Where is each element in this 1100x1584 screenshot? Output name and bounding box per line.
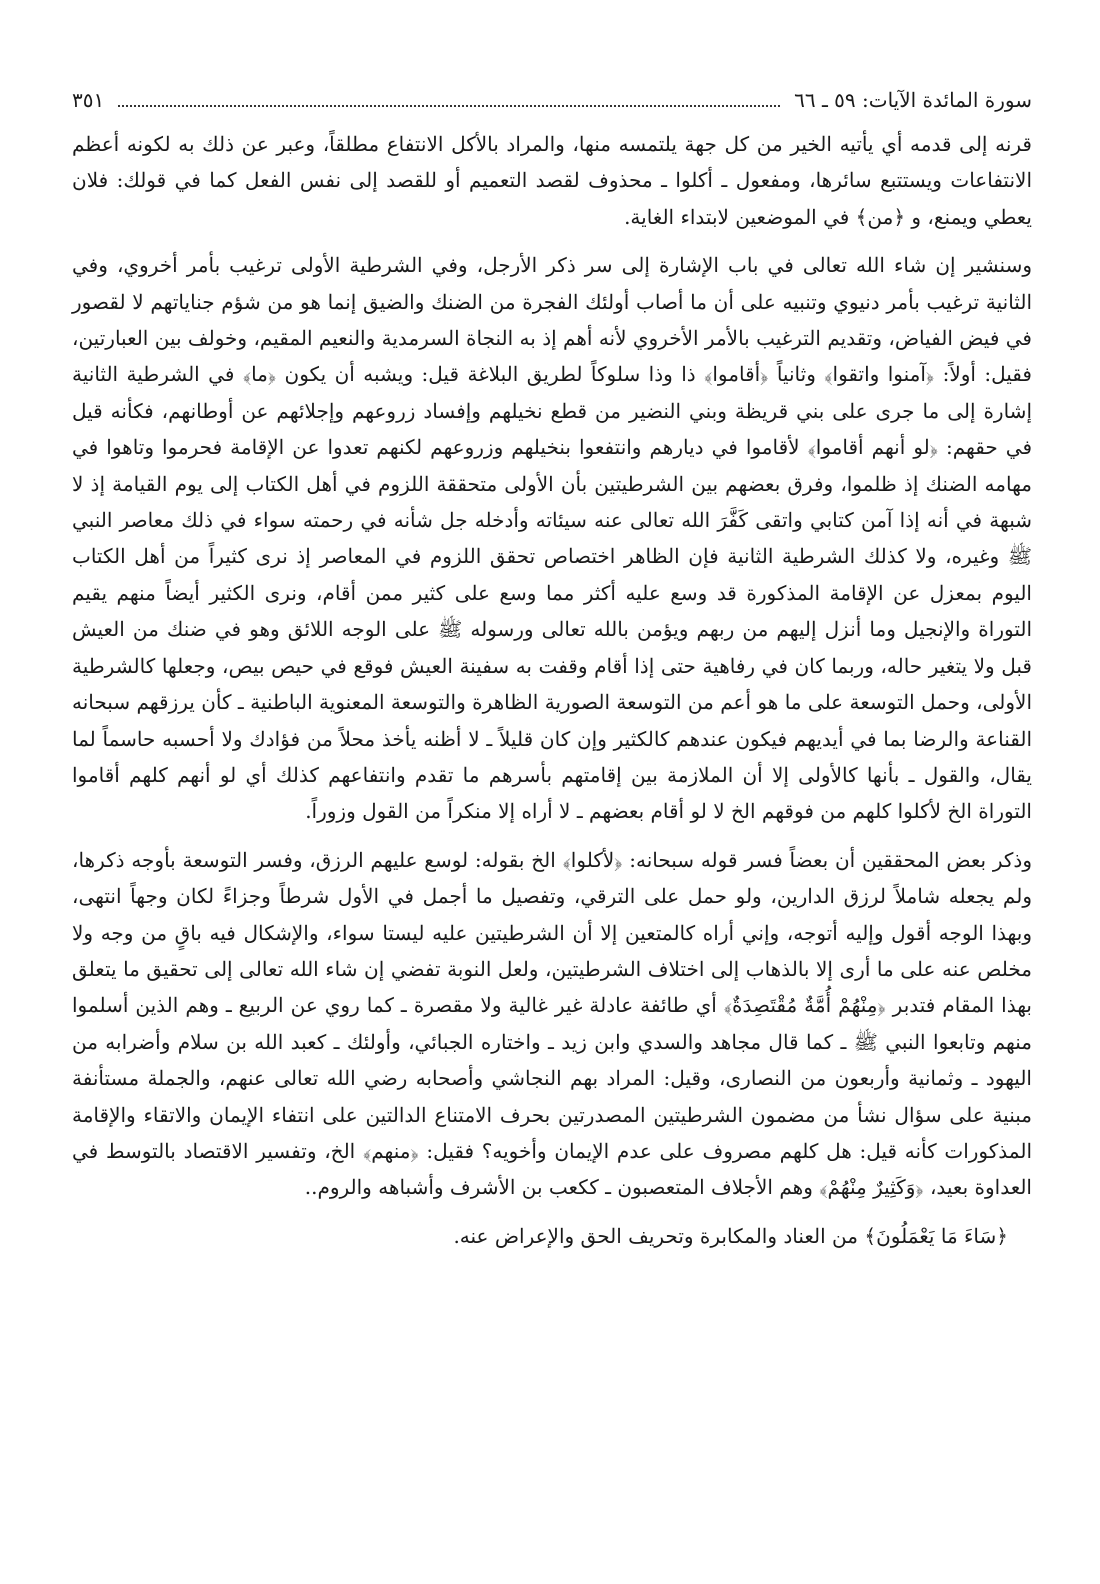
book-page [72, 86, 1032, 1254]
paragraph-1: قرنه إلى قدمه أي يأتيه الخير من كل جهة يلتمسه منها، والمراد بالأكل الانتفاع مطلقاً، وعبر عن ذلك به لكونه أعظم الانتفاعات ويستتبع سائرها، ومفعول ـ أكلوا ـ محذوف لقصد التعميم أو للقصد إلى نفس الفعل كما في قولك: فلان يعطي ويمنع، و ﴿من﴾ في الموضعين لابتداء الغاية. [72, 132, 1032, 229]
paragraph-2: وسنشير إن شاء الله تعالى في باب الإشارة إلى سر ذكر الأرجل، وفي الشرطية الأولى ترغيب بأمر أخروي، وفي الثانية ترغيب بأمر دنيوي وتنبيه على أن ما أصاب أولئك الفجرة من الضنك والضيق إنما هو من شؤم جناياتهم لا لقصور في فيض الفياض، وتقديم الترغيب بالأمر الأخروي لأنه أهم إذ به النجاة السرمدية والنعيم المقيم، وخولف بين العبارتين، فقيل: أولاً: ﴿آمنوا واتقوا﴾ وثانياً ﴿أقاموا﴾ ذا وذا سلوكاً لطريق البلاغة قيل: ويشبه أن يكون ﴿ما﴾ في الشرطية الثانية إشارة إلى ما جرى على بني قريظة وبني النضير من قطع نخيلهم وإفساد زروعهم وإجلائهم عن أوطانهم، فكأنه قيل في حقهم: ﴿لو أنهم أقاموا﴾ لأقاموا في ديارهم وانتفعوا بنخيلهم وزروعهم لكنهم تعدوا عن الإقامة فحرموا وتاهوا في مهامه الضنك إذ ظلموا، وفرق بعضهم بين الشرطيتين بأن الأولى متحققة اللزوم في أهل الكتاب إلى يوم القيامة إذ لا شبهة في أنه إذا آمن كتابي واتقى كَفَّرَ الله تعالى عنه سيئاته وأدخله جل شأنه في رحمته سواء في ذلك معاصر النبي ﷺ وغيره، ولا كذلك الشرطية الثانية فإن الظاهر اختصاص تحقق اللزوم في المعاصر إذ نرى كثيراً من أهل الكتاب اليوم بمعزل عن الإقامة المذكورة قد وسع عليه أكثر مما وسع على كثير ممن أقام، ونرى الكثير أيضاً منهم يقيم التوراة والإنجيل وما أنزل إليهم من ربهم ويؤمن بالله تعالى ورسوله ﷺ على الوجه اللائق وهو في ضنك من العيش قبل ولا يتغير حاله، وربما كان في رفاهية حتى إذا أقام وقفت به سفينة العيش فوقع في حيص بيص، وجعلها كالشرطية الأولى، وحمل التوسعة على ما هو أعم من التوسعة الصورية الظاهرة والتوسعة المعنوية الباطنية ـ كأن يرزقهم سبحانه القناعة والرضا بما في أيديهم فيكون عندهم كالكثير وإن كان قليلاً ـ لا أظنه يأخذ محلاً من فؤادك ولا أحسبه حاسماً لما يقال، والقول ـ بأنها كالأولى إلا أن الملازمة بين إقامتهم بأسرهم ما تقدم وانتفاعهم كذلك أي لو أنهم كلهم أقاموا التوراة الخ لأكلوا كلهم من فوقهم الخ لا لو أقام بعضهم ـ لا أراه إلا منكراً من القول وزوراً. [72, 253, 1033, 824]
running-header [72, 86, 1032, 114]
paragraph-3: وذكر بعض المحققين أن بعضاً فسر قوله سبحانه: ﴿لأكلوا﴾ الخ بقوله: لوسع عليهم الرزق، وفسر التوسعة بأوجه ذكرها، ولم يجعله شاملاً لرزق الدارين، ولو حمل على الترقي، وتفصيل ما أجمل في الأول شرطاً وجزاءً لكان وجهاً انتهى، وبهذا الوجه أقول وإليه أتوجه، وإني أراه كالمتعين إلا أن الشرطيتين عليه ليستا سواء، والإشكال فيه باقٍ من وجه ولا مخلص عنه على ما أرى إلا بالذهاب إلى اختلاف الشرطيتين، ولعل النوبة تفضي إن شاء الله تعالى إلى تحقيق ما يتعلق بهذا المقام فتدبر ﴿مِنْهُمْ أُمَّةٌ مُقْتَصِدَةٌ﴾ أي طائفة عادلة غير غالية ولا مقصرة ـ كما روي عن الربيع ـ وهم الذين أسلموا منهم وتابعوا النبي ﷺ ـ كما قال مجاهد والسدي وابن زيد ـ واختاره الجبائي، وأولئك ـ كعبد الله بن سلام وأضرابه من اليهود ـ وثمانية وأربعون من النصارى، وقيل: المراد بهم النجاشي وأصحابه رضي الله تعالى عنهم، والجملة مستأنفة مبنية على سؤال نشأ من مضمون الشرطيتين المصدرتين بحرف الامتناع الدالتين على انتفاء الإيمان والاتقاء والإقامة المذكورات كأنه قيل: هل كلهم مصروف على عدم الإيمان وأخويه؟ فقيل: ﴿منهم﴾ الخ، وتفسير الاقتصاد بالتوسط في العداوة بعيد، ﴿وَكَثِيرٌ مِنْهُمْ﴾ وهم الأجلاف المتعصبون ـ ككعب بن الأشرف وأشباهه والروم.. [72, 847, 1032, 1200]
surah-title: سورة المائدة الآيات: ٥٩ ـ ٦٦ [794, 88, 1032, 112]
page-number: ٣٥١ [72, 88, 105, 112]
paragraph-4: ﴿سَاءَ مَا يَعْمَلُونَ﴾ من العناد والمكابرة وتحريف الحق والإعراض عنه. [453, 1223, 1008, 1248]
dotted-leader [118, 95, 780, 107]
